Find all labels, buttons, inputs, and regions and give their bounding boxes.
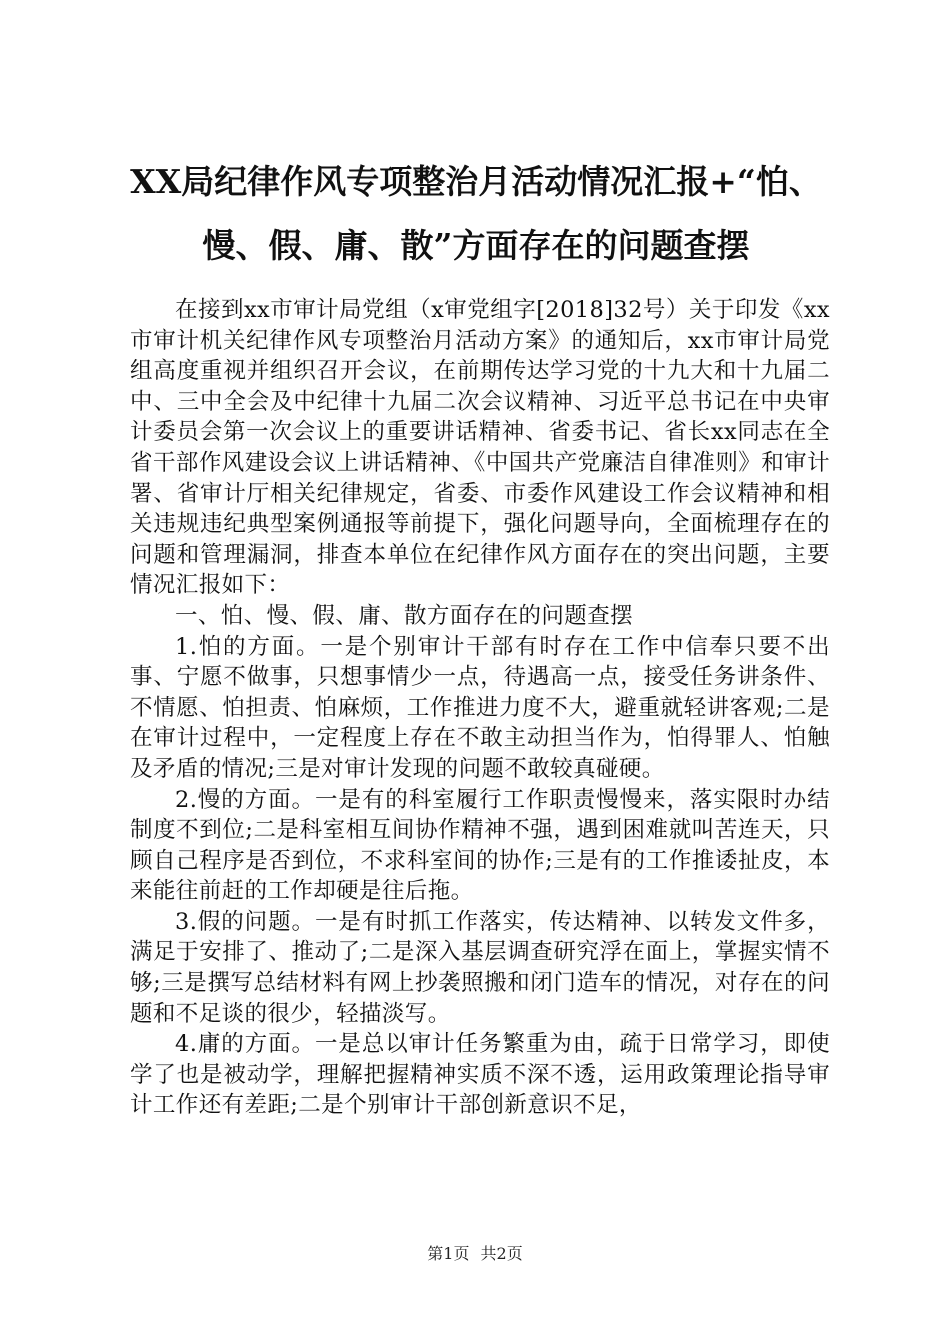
document-body xyxy=(130,295,830,1121)
intro-paragraph: 在接到xx市审计局党组（x审党组字[2018]32号）关于印发《xx市审计机关纪律作风专项整治月活动方案》的通知后，xx市审计局党组高度重视并组织召开会议，在前期传达学习党的十九大和十九届二中、三中全会及中纪律十九届二次会议精神、习近平总书记在中央审计委员会第一次会议上的重要讲话精神、省委书记、省长xx同志在全省干部作风建设会议上讲话精神、《中国共产党廉洁自律准则》和审计署、省审计厅相关纪律规定，省委、市委作风建设工作会议精神和相关违规违纪典型案例通报等前提下，强化问题导向，全面梳理存在的问题和管理漏洞，排查本单位在纪律作风方面存在的突出问题，主要情况汇报如下： xyxy=(130,297,830,599)
paragraph-mediocre: 4.庸的方面。一是总以审计任务繁重为由，疏于日常学习，即使学了也是被动学，理解把握精神实质不深不透，运用政策理论指导审计工作还有差距;二是个别审计干部创新意识不足， xyxy=(130,1031,830,1119)
paragraph-false: 3.假的问题。一是有时抓工作落实，传达精神、以转发文件多，满足于安排了、推动了;二是深入基层调查研究浮在面上，掌握实情不够;三是撰写总结材料有网上抄袭照搬和闭门造车的情况，对存在的问题和不足谈的很少，轻描淡写。 xyxy=(130,908,830,1027)
paragraph-slow: 2.慢的方面。一是有的科室履行工作职责慢慢来，落实限时办结制度不到位;二是科室相互间协作精神不强，遇到困难就叫苦连天，只顾自己程序是否到位，不求科室间的协作;三是有的工作推诿扯皮，本来能往前赶的工作却硬是往后拖。 xyxy=(130,786,830,905)
paragraph-fear: 1.怕的方面。一是个别审计干部有时存在工作中信奉只要不出事、宁愿不做事，只想事情少一点，待遇高一点，接受任务讲条件、不情愿、怕担责、怕麻烦，工作推进力度不大，避重就轻讲客观;二是在审计过程中，一定程度上存在不敢主动担当作为，怕得罪人、怕触及矛盾的情况;三是对审计发现的问题不敢较真碰硬。 xyxy=(130,633,830,782)
document-title: XX局纪律作风专项整治月活动情况汇报+“怕、慢、假、庸、散”方面存在的问题查摆 xyxy=(130,162,822,265)
section-heading: 一、怕、慢、假、庸、散方面存在的问题查摆 xyxy=(175,602,634,629)
page-number: 第1页 xyxy=(427,1244,470,1263)
page-footer xyxy=(0,1244,950,1264)
page-total: 共2页 xyxy=(480,1244,523,1263)
